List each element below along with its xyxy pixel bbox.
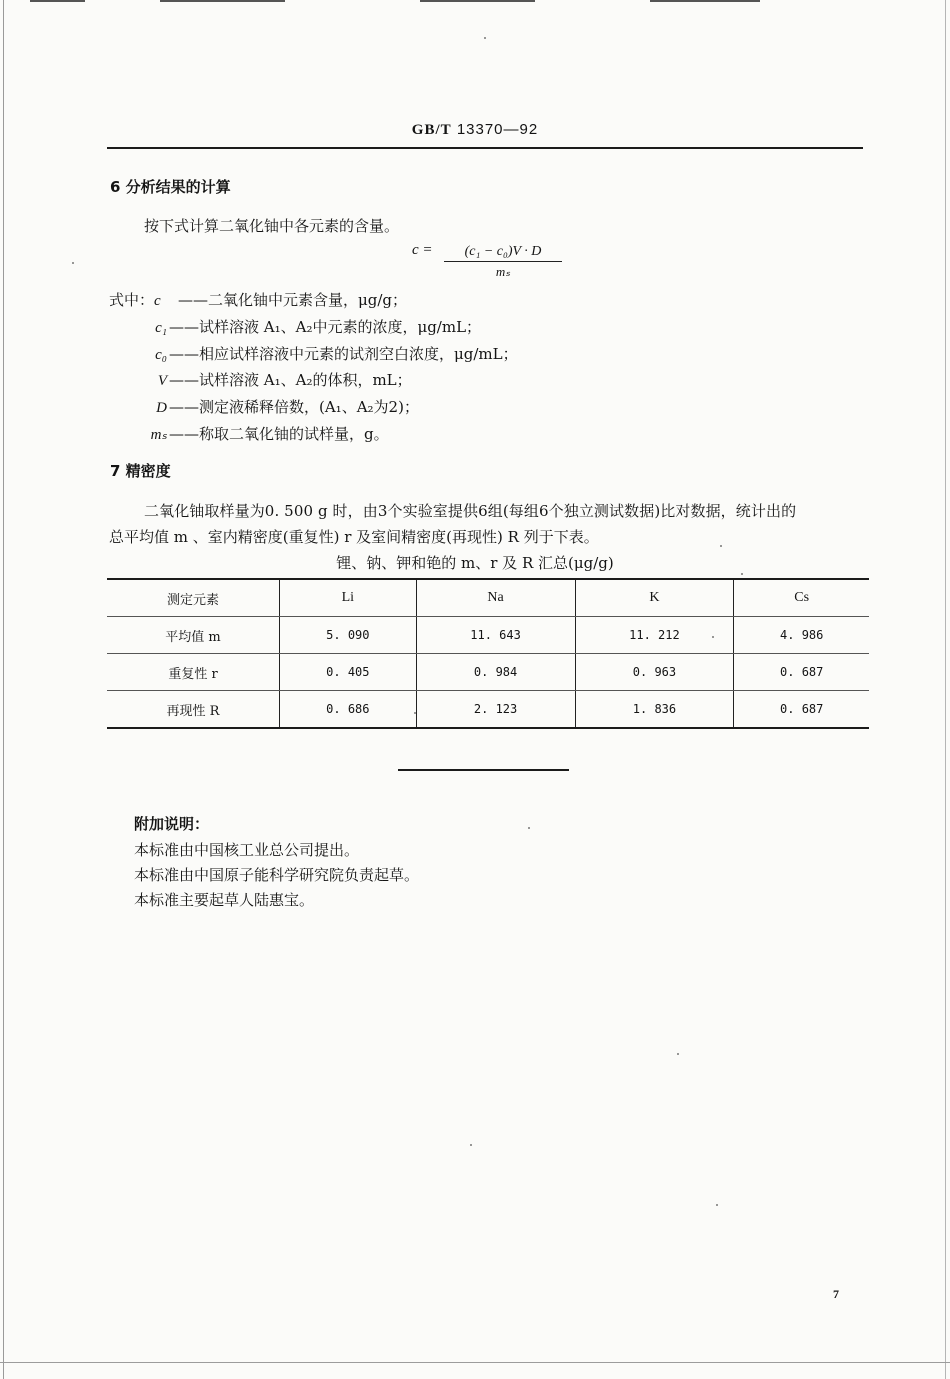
row-label: 重复性 r: [107, 654, 280, 691]
table-cell: 0. 984: [416, 654, 575, 691]
section-7-paragraph-line1: 二氧化铀取样量为0. 500 g 时，由3个实验室提供6组(每组6个独立测试数据)比对数据，统计出的: [144, 502, 797, 520]
definitions-prefix: 式中：: [109, 291, 155, 309]
scan-speck: [528, 827, 530, 829]
scan-speck: [741, 573, 743, 575]
scan-speck: [470, 1144, 472, 1146]
table-cell: 0. 405: [280, 654, 417, 691]
definition-text: ——试样溶液 A₁、A₂的体积，mL；: [169, 371, 412, 389]
table-header-cell: K: [575, 579, 734, 617]
formula-fraction: [444, 244, 562, 280]
definition-symbol: mₛ: [150, 427, 167, 443]
table-cell: 0. 686: [280, 691, 417, 729]
definition-row: [109, 371, 412, 391]
table-cell: 0. 687: [734, 654, 869, 691]
table-row: [107, 654, 869, 691]
definition-row: [109, 318, 481, 338]
scan-speck: [716, 1204, 718, 1206]
definition-row: [109, 425, 389, 445]
row-label: 平均值 m: [107, 617, 280, 654]
definition-text: ——称取二氧化铀的试样量，g。: [169, 425, 389, 443]
scan-speck: [484, 37, 486, 39]
row-label: 再现性 R: [107, 691, 280, 729]
scan-speck: [414, 712, 416, 714]
section-6-heading: 6 分析结果的计算: [110, 178, 231, 196]
table-header-cell: Li: [280, 579, 417, 617]
additional-note-line: 本标准由中国核工业总公司提出。: [134, 841, 360, 859]
standard-code-prefix: GB/T: [411, 122, 452, 138]
definition-row: [109, 291, 407, 311]
definition-text: ——相应试样溶液中元素的试剂空白浓度，μg/mL；: [169, 345, 518, 363]
table-cell: 4. 986: [734, 617, 869, 654]
table-row: [107, 691, 869, 729]
section-end-rule: [398, 769, 569, 771]
table-cell: 1. 836: [575, 691, 734, 729]
definition-row: [109, 398, 419, 418]
definition-row: [109, 345, 518, 365]
scan-speck: [712, 636, 714, 638]
table-cell: 11. 643: [416, 617, 575, 654]
precision-table: [107, 578, 869, 729]
additional-note-line: 本标准主要起草人陆惠宝。: [134, 891, 315, 909]
formula-denominator: mₛ: [495, 264, 511, 279]
table-header-cell: 测定元素: [107, 579, 280, 617]
section-7-heading: 7 精密度: [110, 462, 171, 480]
definition-symbol: c₀: [155, 347, 167, 363]
definition-text: ——试样溶液 A₁、A₂中元素的浓度，μg/mL；: [169, 318, 482, 336]
definition-text: ——二氧化铀中元素含量，μg/g；: [178, 291, 408, 309]
scan-top-rule: [650, 0, 760, 2]
formula-numerator: (c₁ − c₀)V · D: [444, 244, 562, 262]
table-cell: 5. 090: [280, 617, 417, 654]
scan-speck: [677, 1053, 679, 1055]
section-7-paragraph-line2: 总平均值 m 、室内精密度(重复性) r 及室间精密度(再现性) R 列于下表。: [109, 528, 599, 546]
scan-speck: [720, 545, 722, 547]
table-cell: 2. 123: [416, 691, 575, 729]
scan-speck: [72, 262, 74, 264]
definition-text: ——测定液稀释倍数，(A₁、A₂为2)；: [169, 398, 419, 416]
standard-code-header: [0, 121, 950, 139]
definition-symbol: c: [154, 293, 161, 309]
table-header-row: [107, 579, 869, 617]
section-6-intro: 按下式计算二氧化铀中各元素的含量。: [144, 217, 400, 235]
definition-symbol: c₁: [155, 320, 167, 336]
table-header-cell: Na: [416, 579, 575, 617]
header-rule: [107, 147, 863, 149]
table-cell: 11. 212: [575, 617, 734, 654]
table-cell: 0. 687: [734, 691, 869, 729]
scan-top-rule: [160, 0, 285, 2]
additional-notes-title: 附加说明：: [134, 815, 210, 833]
table-row: [107, 617, 869, 654]
additional-note-line: 本标准由中国原子能科学研究院负责起草。: [134, 866, 420, 884]
definition-symbol: V: [157, 373, 167, 389]
standard-code-number: 13370—92: [456, 121, 539, 138]
page-number: 7: [833, 1287, 839, 1301]
formula-lhs: c =: [412, 242, 433, 258]
page-border-right: [945, 0, 946, 1379]
table-cell: 0. 963: [575, 654, 734, 691]
table-caption: 锂、钠、钾和铯的 m、r 及 R 汇总(μg/g): [336, 554, 614, 572]
page-border-bottom: [0, 1362, 950, 1363]
scan-top-rule: [420, 0, 535, 2]
table-header-cell: Cs: [734, 579, 869, 617]
page-border-left: [3, 0, 4, 1379]
scan-top-rule: [30, 0, 85, 2]
definition-symbol: D: [156, 400, 167, 416]
